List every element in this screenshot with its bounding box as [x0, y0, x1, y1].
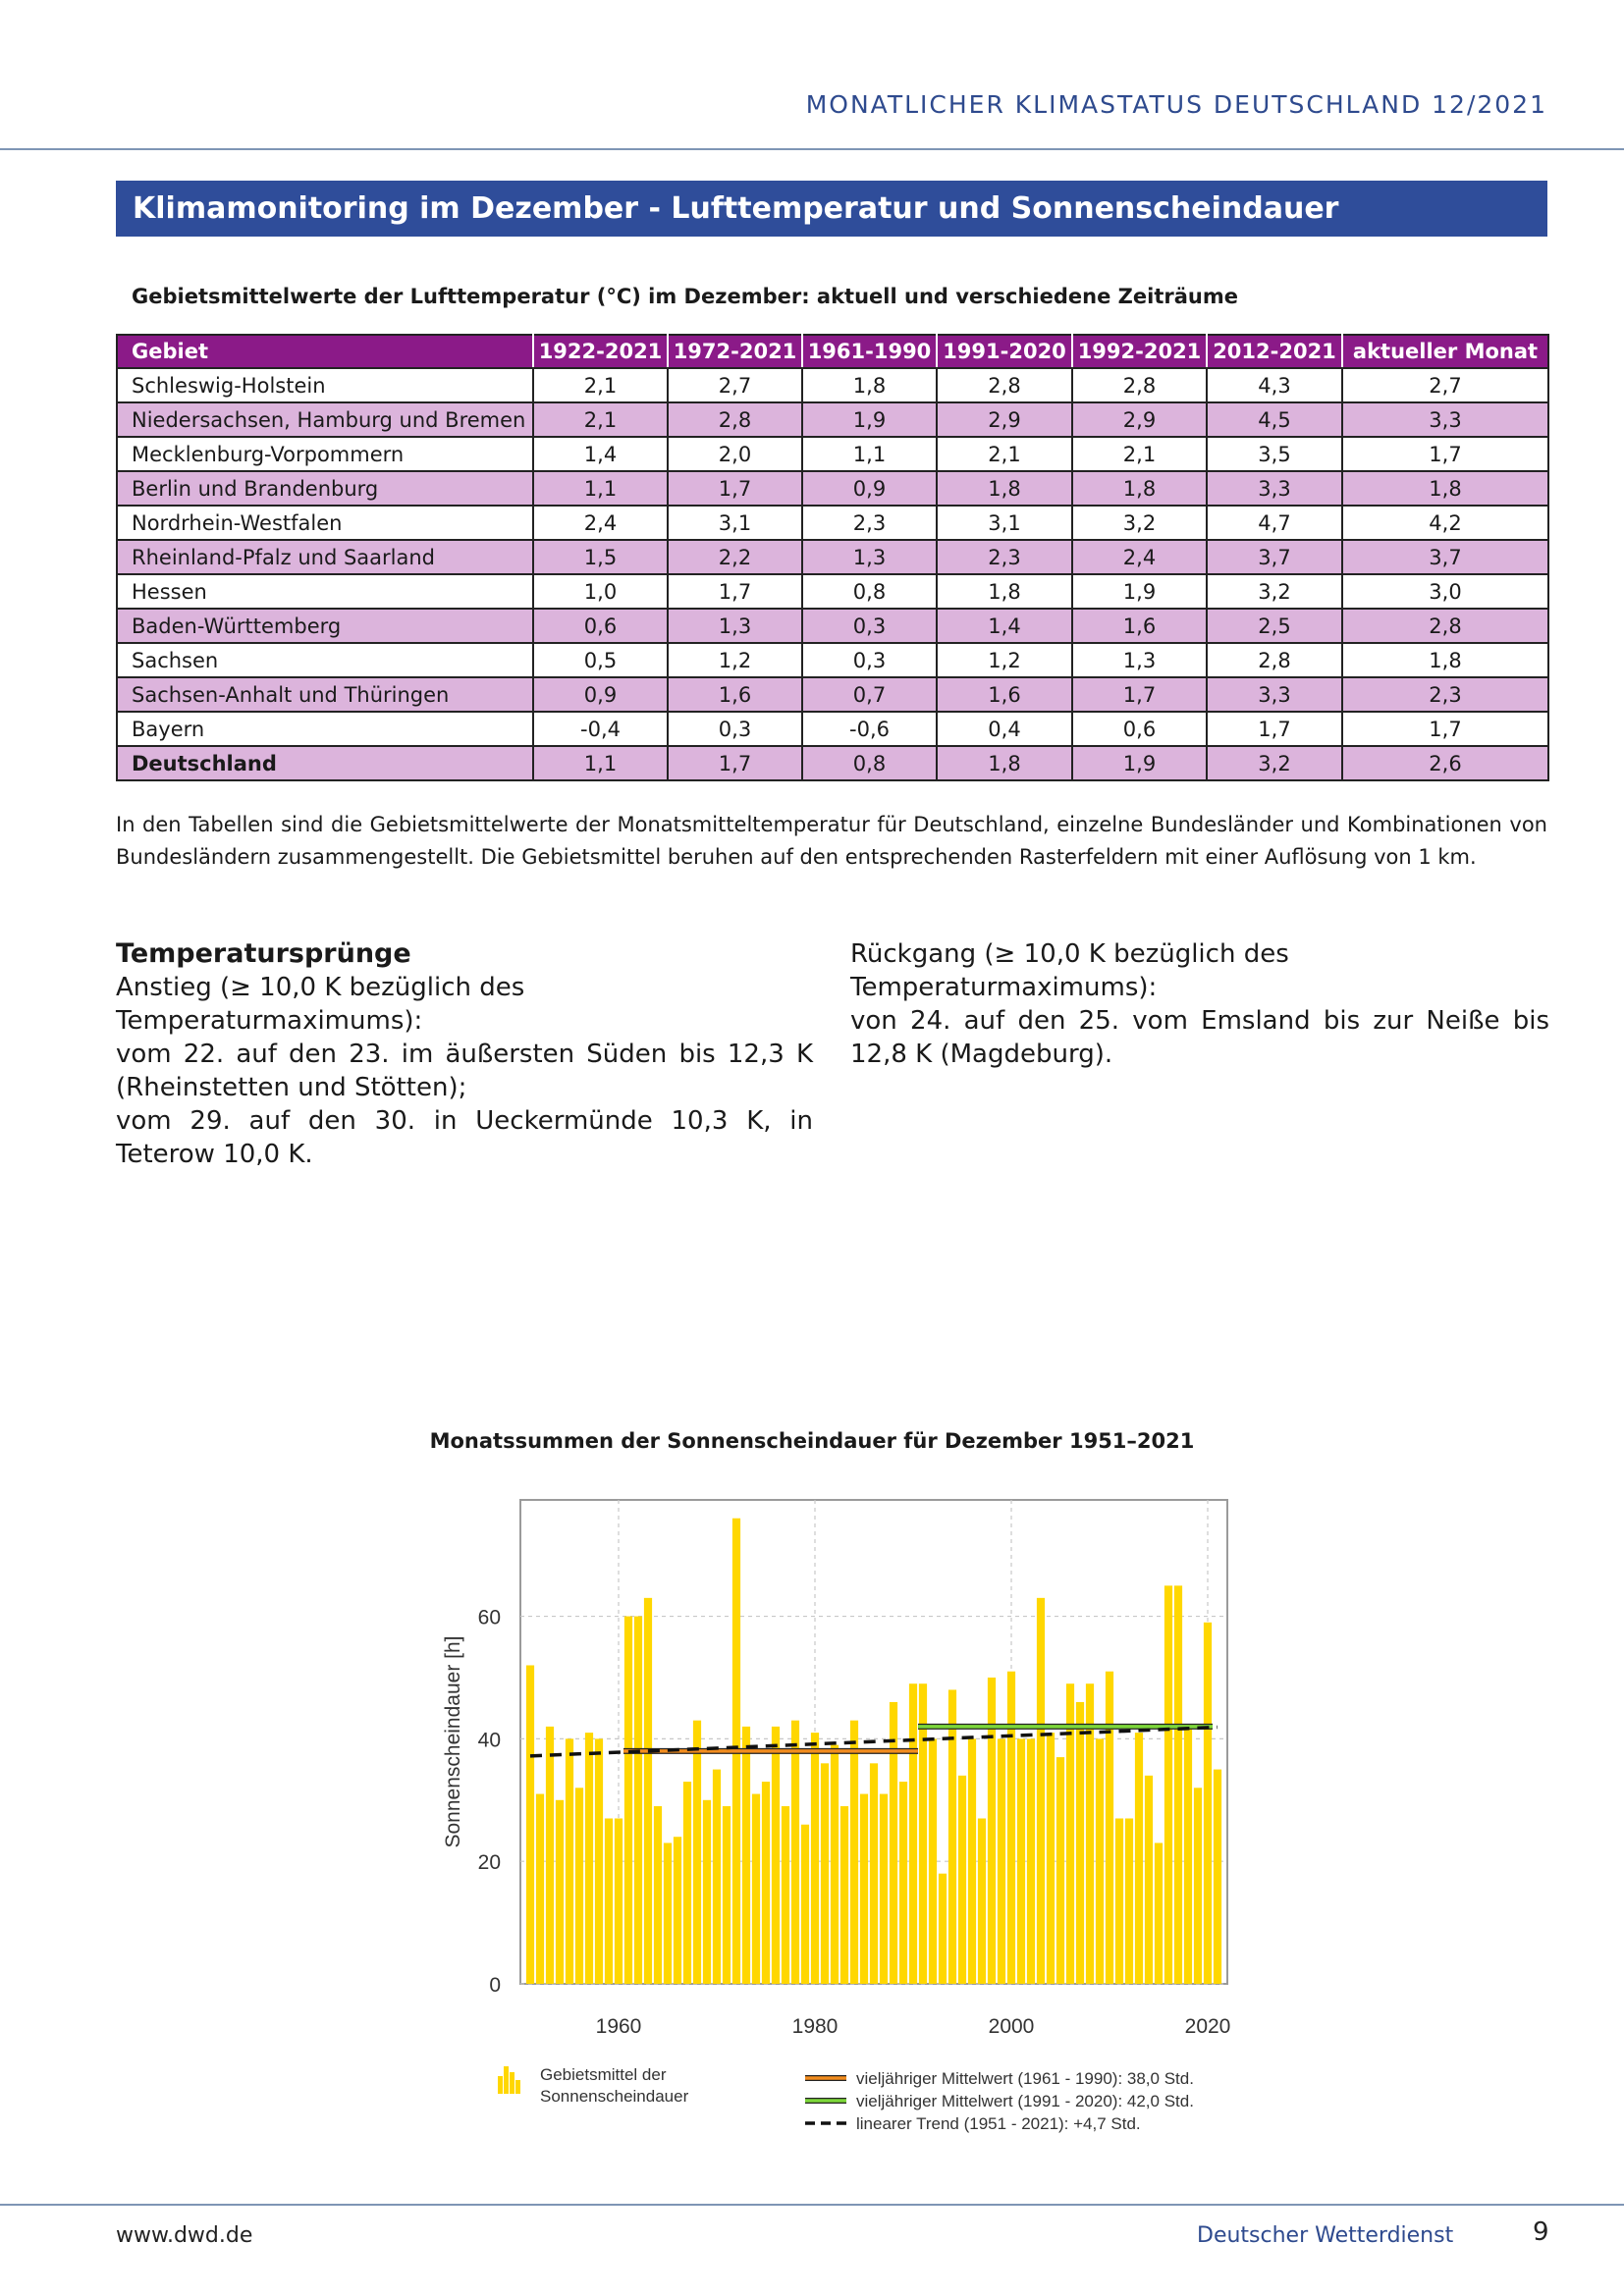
header-aktueller-monat: aktueller Monat [1342, 335, 1548, 368]
cell-value: 1,8 [1342, 643, 1548, 677]
cell-value: 2,2 [668, 540, 802, 574]
sunshine-bar [1214, 1770, 1221, 1984]
cell-region: Mecklenburg-Vorpommern [117, 437, 533, 471]
header-1991-2020: 1991-2020 [937, 335, 1072, 368]
temperature-table [116, 334, 1549, 781]
cell-value: 2,3 [802, 506, 937, 540]
sunshine-bar [752, 1794, 760, 1984]
header-title: MONATLICHER KLIMASTATUS DEUTSCHLAND 12/2021 [805, 90, 1547, 119]
cell-value: 3,1 [937, 506, 1072, 540]
cell-value: 3,5 [1207, 437, 1342, 471]
table-row [117, 402, 1548, 437]
cell-value: 0,7 [802, 677, 937, 712]
table-header-row [117, 335, 1548, 368]
sunshine-bar [566, 1738, 573, 1984]
cell-value: 3,1 [668, 506, 802, 540]
sunshine-bar [1155, 1842, 1163, 1984]
cell-value: 1,8 [937, 746, 1072, 780]
cell-value: 2,4 [1072, 540, 1207, 574]
sunshine-chart [412, 1472, 1257, 2133]
y-tick-label: 0 [489, 1974, 501, 1997]
sunshine-bar [909, 1683, 917, 1984]
cell-value: 1,9 [1072, 574, 1207, 609]
section-title: Klimamonitoring im Dezember - Lufttemperatur und Sonnenscheindauer [116, 181, 1547, 237]
cell-value: 3,2 [1207, 574, 1342, 609]
x-tick-label: 1960 [595, 2015, 642, 2038]
sunshine-bar [1037, 1598, 1045, 1984]
cell-value: 2,8 [937, 368, 1072, 402]
cell-region: Baden-Württemberg [117, 609, 533, 643]
cell-value: 2,8 [1072, 368, 1207, 402]
table-row [117, 471, 1548, 506]
sunshine-bar [1007, 1672, 1015, 1984]
sunshine-bar [821, 1763, 829, 1984]
footer-url[interactable]: www.dwd.de [116, 2223, 253, 2248]
y-axis-label: Sonnenscheindauer [h] [442, 1635, 464, 1848]
cell-value: 1,9 [802, 402, 937, 437]
sunshine-bar [890, 1702, 897, 1984]
sunshine-bar [1017, 1738, 1025, 1984]
cell-value: 0,5 [533, 643, 668, 677]
table-row [117, 609, 1548, 643]
table-row [117, 368, 1548, 402]
cell-value: 3,2 [1207, 746, 1342, 780]
text-column-left [116, 937, 813, 1171]
cell-value: 4,3 [1207, 368, 1342, 402]
cell-value: 1,2 [668, 643, 802, 677]
table-caption: Gebietsmittelwerte der Lufttemperatur (°C) im Dezember: aktuell und verschiedene Zeiträume [132, 285, 1238, 308]
cell-value: 1,9 [1072, 746, 1207, 780]
header-gebiet: Gebiet [117, 335, 533, 368]
legend-bars-label-2: Sonnenscheindauer [540, 2087, 689, 2106]
sunshine-bar [1125, 1819, 1133, 1984]
cell-value: 1,7 [1342, 437, 1548, 471]
page-number: 9 [1533, 2217, 1549, 2247]
cell-value: 1,4 [937, 609, 1072, 643]
table-note: In den Tabellen sind die Gebietsmittelwerte der Monatsmitteltemperatur für Deutschland, einzelne Bundesländer und Kombinationen von Bundesländern zusammengestellt. Die Gebietsmittel beruhen auf den entsprechenden Rasterfeldern mit einer Auflösung von 1 km. [116, 813, 1547, 869]
table-row [117, 540, 1548, 574]
cell-value: 1,5 [533, 540, 668, 574]
cell-value: 4,5 [1207, 402, 1342, 437]
cell-value: 2,8 [1207, 643, 1342, 677]
cell-value: 2,3 [937, 540, 1072, 574]
decline-line: Rückgang (≥ 10,0 K bezüglich des Temperaturmaximums): [850, 939, 1289, 1002]
cell-value: 1,4 [533, 437, 668, 471]
cell-value: 1,6 [668, 677, 802, 712]
y-tick-label: 40 [477, 1729, 501, 1752]
temperature-jumps-heading: Temperatursprünge [116, 938, 411, 969]
cell-value: 3,7 [1207, 540, 1342, 574]
sunshine-bar [880, 1794, 888, 1984]
sunshine-bar [1115, 1819, 1123, 1984]
text-column-right [850, 937, 1549, 1071]
x-tick-label: 1980 [791, 2015, 839, 2038]
cell-value: 0,3 [668, 712, 802, 746]
sunshine-bar [575, 1788, 583, 1984]
sunshine-bar [791, 1721, 799, 1984]
legend-bar-icon [504, 2066, 509, 2094]
sunshine-bar [840, 1806, 848, 1984]
sunshine-bar [742, 1727, 750, 1984]
cell-region: Niedersachsen, Hamburg und Bremen [117, 402, 533, 437]
x-tick-label: 2000 [988, 2015, 1035, 2038]
cell-value: 1,8 [1072, 471, 1207, 506]
sunshine-bar [762, 1782, 770, 1984]
cell-value: 1,3 [802, 540, 937, 574]
sunshine-bar [1027, 1738, 1035, 1984]
cell-value: 1,8 [802, 368, 937, 402]
cell-value: 1,3 [668, 609, 802, 643]
sunshine-bar [664, 1842, 672, 1984]
rise-line: Anstieg (≥ 10,0 K bezüglich des Temperaturmaximums): [116, 973, 525, 1036]
sunshine-bar [850, 1721, 858, 1984]
sunshine-bar [634, 1617, 642, 1984]
sunshine-bar [801, 1825, 809, 1984]
x-tick-label: 2020 [1184, 2015, 1231, 2038]
header-2012-2021: 2012-2021 [1207, 335, 1342, 368]
cell-value: 3,3 [1207, 471, 1342, 506]
cell-value: 1,8 [937, 574, 1072, 609]
cell-region: Deutschland [117, 746, 533, 780]
cell-value: 1,0 [533, 574, 668, 609]
cell-value: 0,8 [802, 574, 937, 609]
cell-value: 2,6 [1342, 746, 1548, 780]
header-1961-1990: 1961-1990 [802, 335, 937, 368]
cell-value: 2,9 [937, 402, 1072, 437]
sunshine-bar [644, 1598, 652, 1984]
sunshine-bar [1184, 1727, 1192, 1984]
cell-value: 2,8 [668, 402, 802, 437]
cell-value: 2,3 [1342, 677, 1548, 712]
legend-line-label: vieljähriger Mittelwert (1961 - 1990): 38,0 Std. [856, 2069, 1194, 2088]
rise-paragraph-2: vom 29. auf den 30. in Ueckermünde 10,3 K, in Teterow 10,0 K. [116, 1106, 813, 1169]
y-tick-label: 20 [477, 1851, 501, 1875]
header-1972-2021: 1972-2021 [668, 335, 802, 368]
cell-value: 2,4 [533, 506, 668, 540]
table-row [117, 574, 1548, 609]
cell-region: Sachsen [117, 643, 533, 677]
cell-value: 1,6 [1072, 609, 1207, 643]
table-row-total [117, 746, 1548, 780]
header-divider [0, 148, 1624, 150]
sunshine-bar [556, 1800, 564, 1984]
y-tick-label: 60 [477, 1606, 501, 1629]
sunshine-bar [1194, 1788, 1202, 1984]
cell-value: 0,9 [533, 677, 668, 712]
table-row [117, 437, 1548, 471]
cell-value: 0,4 [937, 712, 1072, 746]
decline-paragraph: von 24. auf den 25. vom Emsland bis zur Neiße bis 12,8 K (Magdeburg). [850, 1006, 1549, 1069]
cell-value: 3,3 [1342, 402, 1548, 437]
sunshine-bar [988, 1678, 996, 1984]
cell-value: 0,6 [1072, 712, 1207, 746]
sunshine-bar [1145, 1776, 1153, 1984]
cell-value: 2,7 [668, 368, 802, 402]
cell-region: Berlin und Brandenburg [117, 471, 533, 506]
cell-value: 1,2 [937, 643, 1072, 677]
cell-value: -0,6 [802, 712, 937, 746]
cell-value: 1,7 [1072, 677, 1207, 712]
table-row [117, 506, 1548, 540]
sunshine-bar [605, 1819, 613, 1984]
cell-value: 1,7 [668, 471, 802, 506]
cell-value: 1,1 [533, 746, 668, 780]
sunshine-bar [948, 1689, 956, 1984]
cell-value: 3,3 [1207, 677, 1342, 712]
sunshine-bar [615, 1819, 623, 1984]
legend-bar-icon [510, 2072, 514, 2094]
cell-value: 4,7 [1207, 506, 1342, 540]
cell-region: Bayern [117, 712, 533, 746]
cell-value: 1,7 [1342, 712, 1548, 746]
cell-value: 3,7 [1342, 540, 1548, 574]
cell-value: 2,1 [937, 437, 1072, 471]
cell-value: 0,3 [802, 609, 937, 643]
cell-value: 1,7 [1207, 712, 1342, 746]
legend-line-label: vieljähriger Mittelwert (1991 - 2020): 42,0 Std. [856, 2092, 1194, 2110]
cell-value: 0,8 [802, 746, 937, 780]
cell-region: Sachsen-Anhalt und Thüringen [117, 677, 533, 712]
cell-value: 1,3 [1072, 643, 1207, 677]
sunshine-bar [1204, 1623, 1212, 1984]
sunshine-bar [998, 1738, 1005, 1984]
sunshine-bar [860, 1794, 868, 1984]
sunshine-bar [772, 1727, 780, 1984]
cell-value: -0,4 [533, 712, 668, 746]
cell-value: 1,8 [1342, 471, 1548, 506]
sunshine-bar [654, 1806, 662, 1984]
chart-title: Monatssummen der Sonnenscheindauer für Dezember 1951–2021 [429, 1429, 1195, 1453]
legend-bar-icon [515, 2080, 520, 2094]
sunshine-bar [1047, 1733, 1055, 1984]
table-row [117, 712, 1548, 746]
legend-bar-icon [498, 2076, 503, 2094]
cell-value: 2,1 [533, 402, 668, 437]
cell-region: Rheinland-Pfalz und Saarland [117, 540, 533, 574]
cell-region: Hessen [117, 574, 533, 609]
sunshine-bar [546, 1727, 554, 1984]
sunshine-bar [585, 1733, 593, 1984]
sunshine-bar [723, 1806, 731, 1984]
sunshine-bar [939, 1874, 947, 1984]
sunshine-bar [693, 1721, 701, 1984]
sunshine-bar [870, 1763, 878, 1984]
sunshine-bar [624, 1617, 632, 1984]
cell-value: 3,2 [1072, 506, 1207, 540]
cell-value: 0,9 [802, 471, 937, 506]
cell-value: 1,8 [937, 471, 1072, 506]
cell-region: Nordrhein-Westfalen [117, 506, 533, 540]
rise-paragraph-1: vom 22. auf den 23. im äußersten Süden bis 12,3 K (Rheinstetten und Stötten); [116, 1040, 813, 1102]
cell-region: Schleswig-Holstein [117, 368, 533, 402]
cell-value: 2,5 [1207, 609, 1342, 643]
cell-value: 0,6 [533, 609, 668, 643]
sunshine-bar [674, 1837, 681, 1984]
sunshine-bar [831, 1745, 839, 1984]
sunshine-bar [958, 1776, 966, 1984]
sunshine-bar [978, 1819, 986, 1984]
sunshine-bar [595, 1738, 603, 1984]
table-row [117, 677, 1548, 712]
table-row [117, 643, 1548, 677]
sunshine-bar [713, 1770, 721, 1984]
sunshine-bar [899, 1782, 907, 1984]
cell-value: 2,1 [1072, 437, 1207, 471]
footer-divider [0, 2204, 1624, 2206]
sunshine-bar [811, 1733, 819, 1984]
sunshine-bar [1056, 1757, 1064, 1984]
cell-value: 0,3 [802, 643, 937, 677]
sunshine-bar [1174, 1585, 1182, 1984]
cell-value: 3,0 [1342, 574, 1548, 609]
header-1992-2021: 1992-2021 [1072, 335, 1207, 368]
sunshine-bar [1164, 1585, 1172, 1984]
cell-value: 1,1 [533, 471, 668, 506]
sunshine-bar [1076, 1702, 1084, 1984]
legend-line-label: linearer Trend (1951 - 2021): +4,7 Std. [856, 2114, 1141, 2133]
sunshine-bar [968, 1738, 976, 1984]
cell-value: 2,1 [533, 368, 668, 402]
cell-value: 1,7 [668, 746, 802, 780]
sunshine-bar [1096, 1738, 1104, 1984]
sunshine-bar [683, 1782, 691, 1984]
sunshine-bar [1106, 1672, 1113, 1984]
cell-value: 2,8 [1342, 609, 1548, 643]
cell-value: 1,7 [668, 574, 802, 609]
legend-bars-label-1: Gebietsmittel der [540, 2065, 667, 2084]
cell-value: 2,0 [668, 437, 802, 471]
sunshine-bar [1135, 1733, 1143, 1984]
header-1922-2021: 1922-2021 [533, 335, 668, 368]
sunshine-bar [526, 1665, 534, 1984]
sunshine-bar [929, 1738, 937, 1984]
footer-org: Deutscher Wetterdienst [1197, 2223, 1454, 2248]
cell-value: 2,9 [1072, 402, 1207, 437]
sunshine-bar [536, 1794, 544, 1984]
sunshine-bar [703, 1800, 711, 1984]
sunshine-bar [782, 1806, 789, 1984]
cell-value: 1,6 [937, 677, 1072, 712]
cell-value: 1,1 [802, 437, 937, 471]
cell-value: 4,2 [1342, 506, 1548, 540]
cell-value: 2,7 [1342, 368, 1548, 402]
